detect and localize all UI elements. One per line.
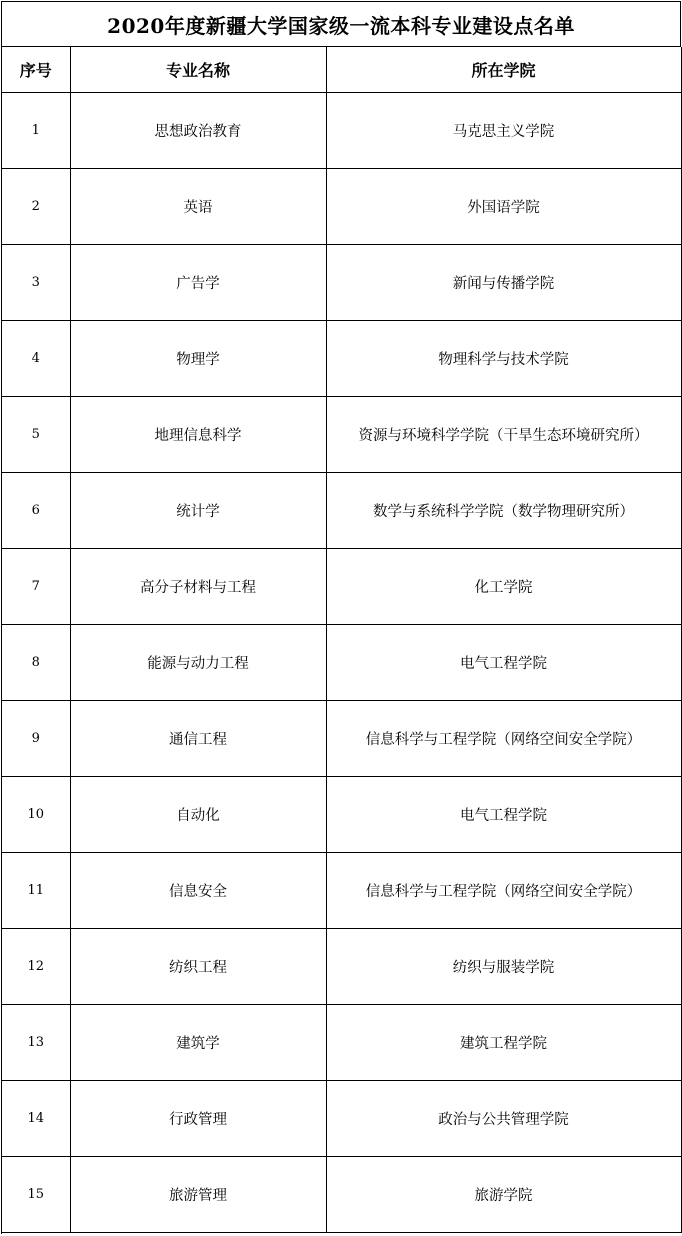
cell-college: 马克思主义学院: [326, 93, 681, 169]
table-row: [2, 473, 681, 549]
cell-index: 5: [2, 397, 70, 473]
cell-major: 统计学: [70, 473, 326, 549]
cell-major: 信息安全: [70, 853, 326, 929]
cell-major: 广告学: [70, 245, 326, 321]
cell-major: 能源与动力工程: [70, 625, 326, 701]
cell-index: 14: [2, 1081, 70, 1157]
cell-index: 13: [2, 1005, 70, 1081]
column-header-college: 所在学院: [326, 47, 681, 93]
cell-major: 英语: [70, 169, 326, 245]
cell-college: 信息科学与工程学院（网络空间安全学院）: [326, 853, 681, 929]
cell-index: 7: [2, 549, 70, 625]
cell-index: 10: [2, 777, 70, 853]
cell-major: 行政管理: [70, 1081, 326, 1157]
cell-index: 9: [2, 701, 70, 777]
cell-college: 化工学院: [326, 549, 681, 625]
cell-major: 通信工程: [70, 701, 326, 777]
table-row: [2, 93, 681, 169]
cell-college: 外国语学院: [326, 169, 681, 245]
table-row: [2, 245, 681, 321]
cell-major: 物理学: [70, 321, 326, 397]
cell-college: 新闻与传播学院: [326, 245, 681, 321]
cell-college: 电气工程学院: [326, 625, 681, 701]
table-row: [2, 701, 681, 777]
table-row: [2, 169, 681, 245]
cell-index: 15: [2, 1157, 70, 1233]
cell-major: 旅游管理: [70, 1157, 326, 1233]
table-row: [2, 397, 681, 473]
cell-major: 建筑学: [70, 1005, 326, 1081]
cell-major: 高分子材料与工程: [70, 549, 326, 625]
cell-major: 自动化: [70, 777, 326, 853]
table-row: [2, 777, 681, 853]
cell-index: 4: [2, 321, 70, 397]
cell-college: 信息科学与工程学院（网络空间安全学院）: [326, 701, 681, 777]
cell-major: 地理信息科学: [70, 397, 326, 473]
document: [1, 1, 681, 1234]
table-row: [2, 321, 681, 397]
table-row: [2, 549, 681, 625]
document-title: 2020年度新疆大学国家级一流本科专业建设点名单: [2, 2, 681, 47]
cell-college: 纺织与服装学院: [326, 929, 681, 1005]
table-row: [2, 929, 681, 1005]
cell-index: 11: [2, 853, 70, 929]
cell-index: 2: [2, 169, 70, 245]
cell-college: 数学与系统科学学院（数学物理研究所）: [326, 473, 681, 549]
cell-college: 物理科学与技术学院: [326, 321, 681, 397]
cell-major: 纺织工程: [70, 929, 326, 1005]
cell-college: 政治与公共管理学院: [326, 1081, 681, 1157]
cell-college: 资源与环境科学学院（干旱生态环境研究所）: [326, 397, 681, 473]
cell-index: 12: [2, 929, 70, 1005]
cell-major: 思想政治教育: [70, 93, 326, 169]
table-row: [2, 853, 681, 929]
cell-college: 旅游学院: [326, 1157, 681, 1233]
column-header-major: 专业名称: [70, 47, 326, 93]
table-header-row: [2, 47, 681, 93]
column-header-index: 序号: [2, 47, 70, 93]
table-row: [2, 1005, 681, 1081]
cell-index: 1: [2, 93, 70, 169]
table-row: [2, 1157, 681, 1233]
table-body: [2, 93, 681, 1233]
cell-college: 建筑工程学院: [326, 1005, 681, 1081]
cell-index: 3: [2, 245, 70, 321]
table-row: [2, 1081, 681, 1157]
majors-table: [2, 47, 682, 1233]
table-row: [2, 625, 681, 701]
cell-index: 6: [2, 473, 70, 549]
cell-college: 电气工程学院: [326, 777, 681, 853]
cell-index: 8: [2, 625, 70, 701]
